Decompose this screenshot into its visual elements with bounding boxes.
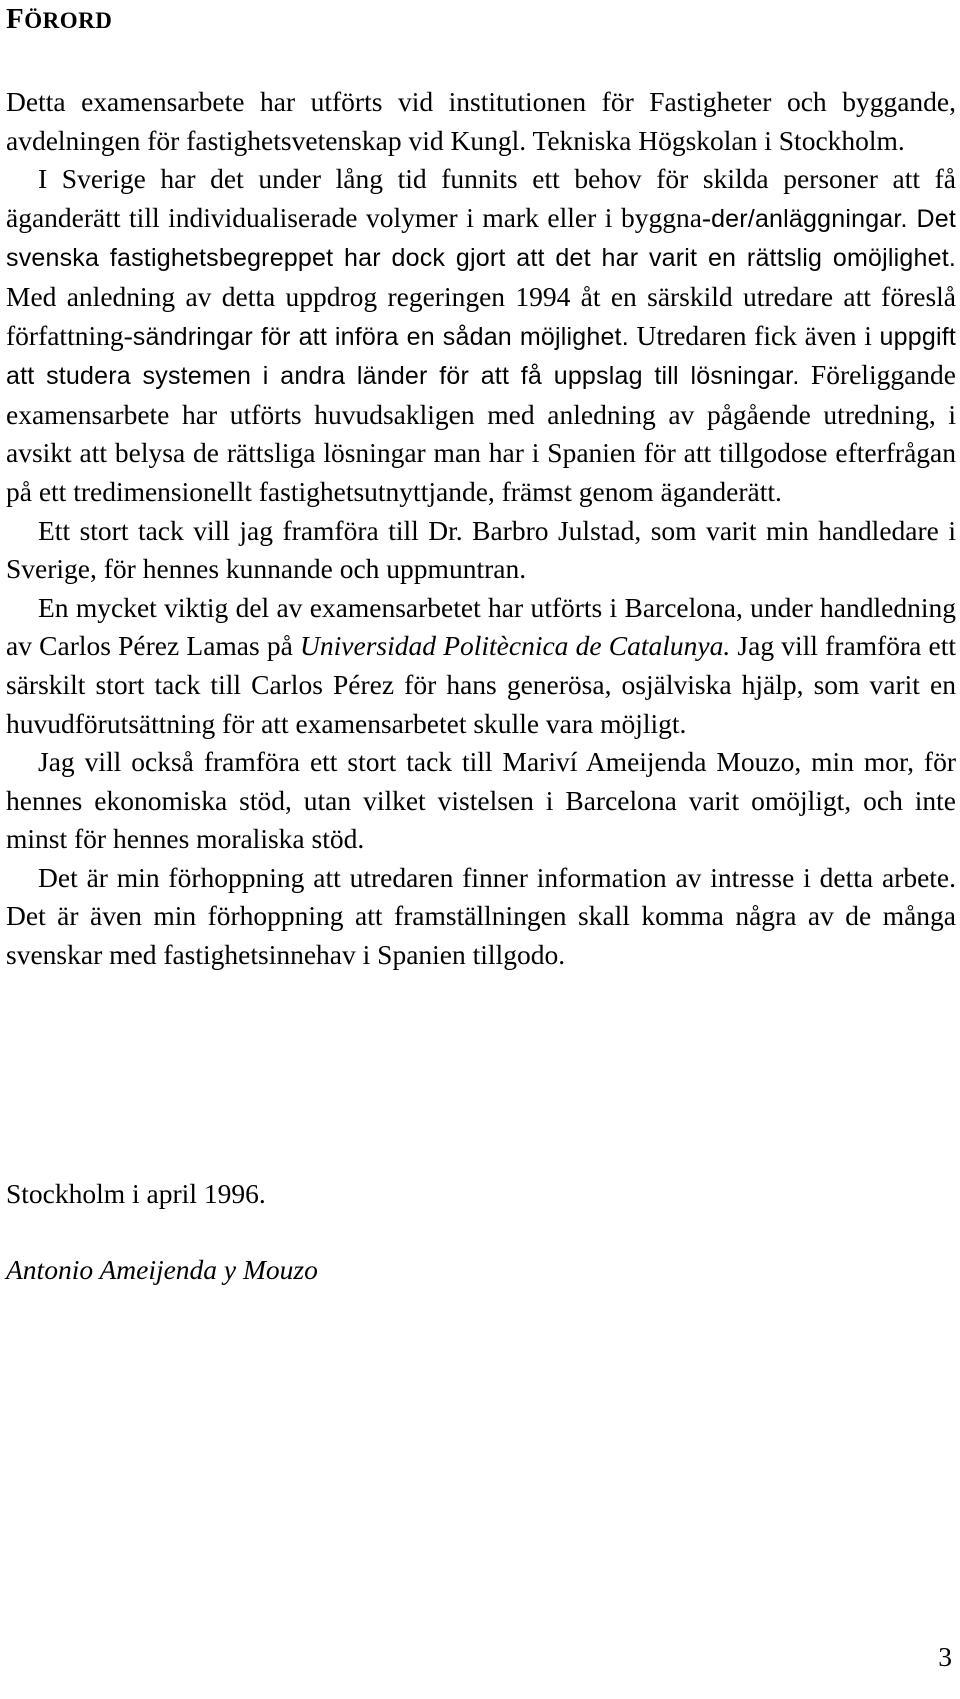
background-text-b: Med anledning av detta uppdrog regeringen 1994 åt en särskild utredare att föreslå författning- [6, 280, 956, 351]
background-text-c: Utredaren fick även i [628, 319, 880, 351]
page-title [6, 2, 112, 38]
paragraph-thanks-supervisor: Ett stort tack vill jag framföra till Dr. Barbro Julstad, som varit min handledare i Sverige, för hennes kunnande och uppmuntran. [6, 514, 956, 585]
paragraph-institution: Detta examensarbete har utförts vid institutionen för Fastigheter och byggande, avdelningen för fastighetsvetenskap vid Kungl. Tekniska Högskolan i Stockholm. [6, 86, 956, 156]
background-text-sans-b: sändringar för att införa en sådan möjlighet. [132, 322, 629, 351]
barcelona-text-b: Jag vill framföra ett särskilt stort tack till Carlos Pérez för hans generösa, osjälviska hjälp, som varit en huvudförutsättning för att examensarbetet skulle vara möjligt. [6, 630, 956, 739]
background-text-sans-c: uppgift att studera systemen i andra länder för att få uppslag till lösningar. [6, 322, 956, 391]
background-text-a: I Sverige har det under lång tid funnits ett behov för skilda personer att få äganderätt till individualiserade volymer i mark eller i byggna- [6, 163, 956, 233]
preface-body [6, 83, 956, 975]
university-name: Universidad Politècnica de Catalunya. [300, 630, 731, 662]
background-text-d: Föreliggande examensarbete har utförts huvudsakligen med anledning av pågående utredning, i avsikt att belysa de rättsliga lösningar man har i Spanien för att tillgodose efterfrågan på ett tredimensionellt fastighetsutnyttjande, främst genom äganderätt. [6, 359, 956, 507]
author-signature: Antonio Ameijenda y Mouzo [6, 1254, 318, 1285]
title-rest: ÖRORD [24, 8, 113, 33]
place-and-date: Stockholm i april 1996. [6, 1178, 266, 1209]
paragraph-hope: Det är min förhoppning att utredaren finner information av intresse i detta arbete. Det är även min förhoppning att framställningen skall komma några av de många svenskar med fastighetsinnehav i Spanien tillgodo. [6, 861, 956, 971]
paragraph-background [6, 160, 956, 511]
title-initial: F [6, 3, 25, 35]
background-text-sans-a: der/anläggningar. Det svenska fastighetsbegreppet har dock gjort att det har varit en rättslig omöjlighet. [6, 204, 956, 273]
paragraph-thanks-mother: Jag vill också framföra ett stort tack till Mariví Ameijenda Mouzo, min mor, för hennes ekonomiska stöd, utan vilket vistelsen i Barcelona varit omöjligt, och inte minst för hennes moraliska stöd. [6, 746, 956, 855]
barcelona-text-a: En mycket viktig del av examensarbetet har utförts i Barcelona, under handledning av Carlos Pérez Lamas på [6, 591, 956, 662]
paragraph-thanks-barcelona [6, 589, 956, 743]
page-number: 3 [938, 1641, 952, 1672]
